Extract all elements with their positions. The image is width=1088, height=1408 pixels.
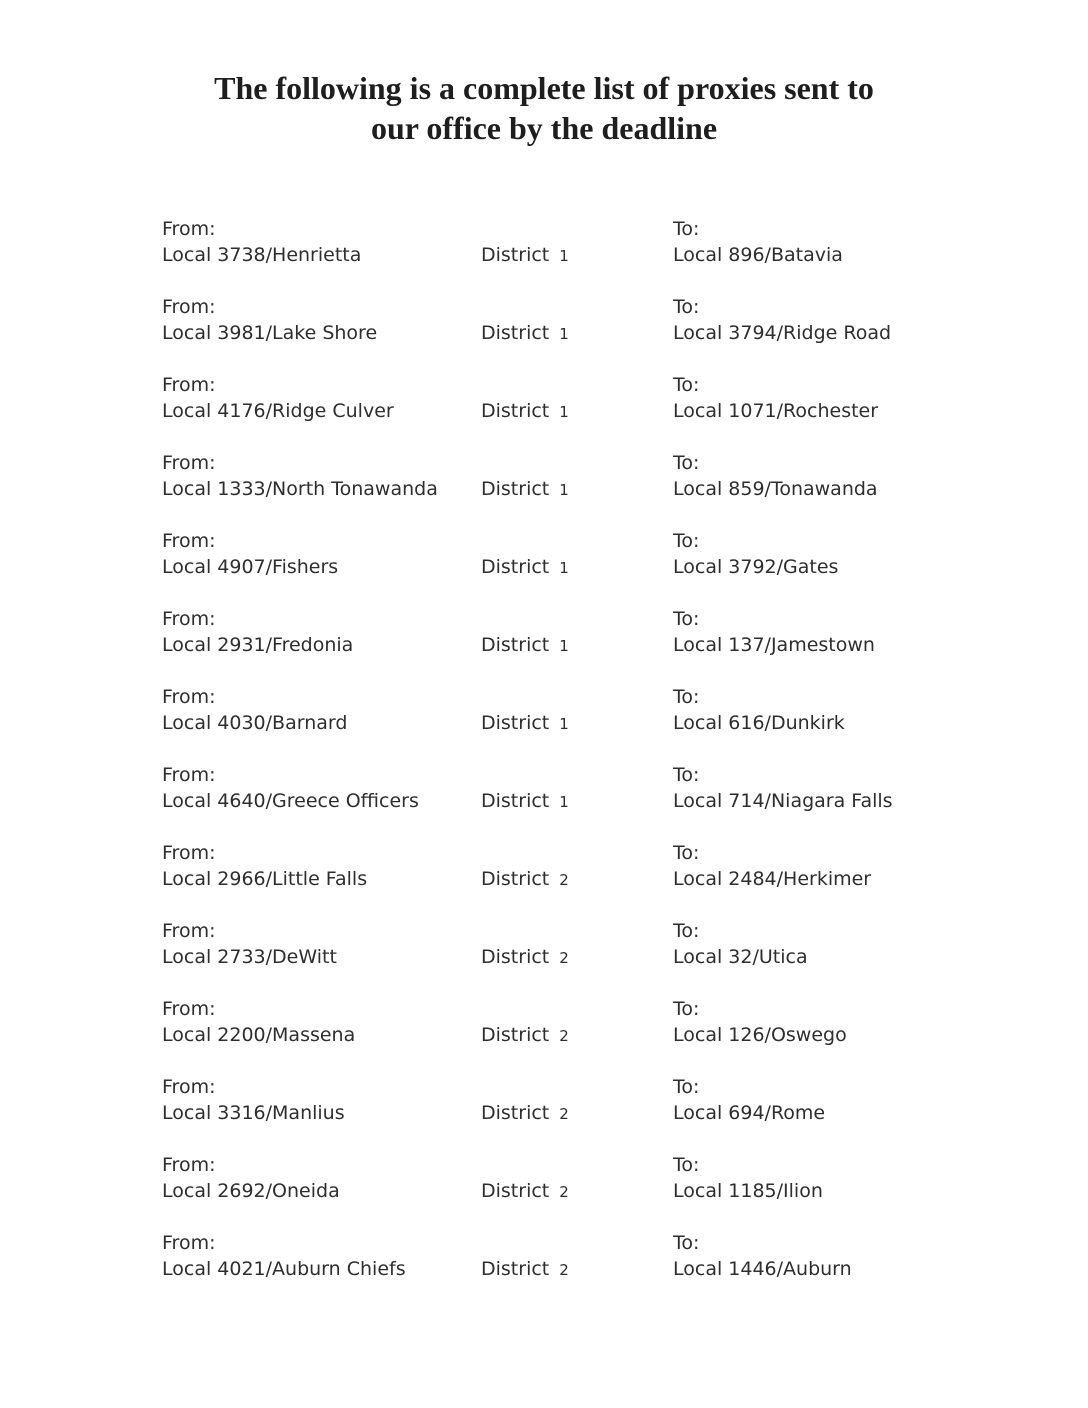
from-local: Local 4907/Fishers — [162, 556, 339, 578]
district-label — [481, 1024, 569, 1046]
district-word: District — [481, 1258, 550, 1280]
proxy-entry — [0, 686, 1088, 764]
district-number: 2 — [559, 1105, 569, 1123]
to-label: To: — [673, 920, 700, 942]
from-label: From: — [162, 530, 216, 552]
from-local: Local 2200/Massena — [162, 1024, 356, 1046]
proxy-entry — [0, 764, 1088, 842]
district-word: District — [481, 400, 550, 422]
to-label: To: — [673, 530, 700, 552]
district-number: 1 — [559, 793, 569, 811]
to-local: Local 32/Utica — [673, 946, 808, 968]
district-word: District — [481, 946, 550, 968]
district-word: District — [481, 868, 550, 890]
district-word: District — [481, 1180, 550, 1202]
from-local: Local 2931/Fredonia — [162, 634, 354, 656]
district-word: District — [481, 634, 550, 656]
to-local: Local 3792/Gates — [673, 556, 839, 578]
from-local: Local 2692/Oneida — [162, 1180, 340, 1202]
to-local: Local 2484/Herkimer — [673, 868, 872, 890]
proxy-entry — [0, 608, 1088, 686]
district-label — [481, 712, 569, 734]
district-word: District — [481, 556, 550, 578]
to-local: Local 3794/Ridge Road — [673, 322, 892, 344]
district-label — [481, 1102, 569, 1124]
from-label: From: — [162, 218, 216, 240]
to-label: To: — [673, 452, 700, 474]
district-label — [481, 244, 569, 266]
proxy-entry — [0, 530, 1088, 608]
to-local: Local 616/Dunkirk — [673, 712, 845, 734]
district-number: 1 — [559, 403, 569, 421]
from-local: Local 4030/Barnard — [162, 712, 348, 734]
to-label: To: — [673, 842, 700, 864]
page-title-line-2: our office by the deadline — [370, 110, 718, 146]
district-number: 2 — [559, 1261, 569, 1279]
district-label — [481, 1258, 569, 1280]
from-label: From: — [162, 1076, 216, 1098]
district-number: 1 — [559, 481, 569, 499]
from-local: Local 4640/Greece Officers — [162, 790, 419, 812]
to-local: Local 137/Jamestown — [673, 634, 875, 656]
to-label: To: — [673, 296, 700, 318]
district-number: 2 — [559, 871, 569, 889]
district-number: 2 — [559, 1183, 569, 1201]
district-label — [481, 400, 569, 422]
to-local: Local 694/Rome — [673, 1102, 826, 1124]
district-label — [481, 1180, 569, 1202]
district-label — [481, 556, 569, 578]
district-number: 1 — [559, 637, 569, 655]
to-local: Local 896/Batavia — [673, 244, 843, 266]
district-word: District — [481, 244, 550, 266]
from-label: From: — [162, 452, 216, 474]
from-local: Local 4176/Ridge Culver — [162, 400, 394, 422]
from-local: Local 4021/Auburn Chiefs — [162, 1258, 406, 1280]
proxy-entry — [0, 842, 1088, 920]
from-label: From: — [162, 608, 216, 630]
to-label: To: — [673, 764, 700, 786]
from-label: From: — [162, 374, 216, 396]
proxy-entry — [0, 920, 1088, 998]
to-label: To: — [673, 1154, 700, 1176]
from-local: Local 2733/DeWitt — [162, 946, 337, 968]
district-word: District — [481, 1102, 550, 1124]
district-label — [481, 790, 569, 812]
from-label: From: — [162, 296, 216, 318]
proxy-entry — [0, 998, 1088, 1076]
proxy-entry — [0, 218, 1088, 296]
to-local: Local 714/Niagara Falls — [673, 790, 893, 812]
district-label — [481, 946, 569, 968]
district-number: 2 — [559, 949, 569, 967]
district-word: District — [481, 712, 550, 734]
to-label: To: — [673, 608, 700, 630]
proxy-entry — [0, 374, 1088, 452]
to-local: Local 859/Tonawanda — [673, 478, 878, 500]
district-number: 2 — [559, 1027, 569, 1045]
to-label: To: — [673, 1232, 700, 1254]
to-local: Local 1071/Rochester — [673, 400, 879, 422]
from-label: From: — [162, 920, 216, 942]
to-local: Local 1446/Auburn — [673, 1258, 852, 1280]
district-label — [481, 634, 569, 656]
to-label: To: — [673, 374, 700, 396]
page-title-line-1: The following is a complete list of proxies sent to — [214, 70, 874, 106]
district-word: District — [481, 1024, 550, 1046]
district-word: District — [481, 790, 550, 812]
proxy-entry — [0, 296, 1088, 374]
from-label: From: — [162, 842, 216, 864]
proxy-entry — [0, 1232, 1088, 1310]
to-local: Local 126/Oswego — [673, 1024, 847, 1046]
to-label: To: — [673, 1076, 700, 1098]
district-number: 1 — [559, 247, 569, 265]
from-local: Local 1333/North Tonawanda — [162, 478, 438, 500]
district-word: District — [481, 322, 550, 344]
from-label: From: — [162, 764, 216, 786]
district-number: 1 — [559, 325, 569, 343]
from-label: From: — [162, 686, 216, 708]
from-local: Local 3738/Henrietta — [162, 244, 362, 266]
to-label: To: — [673, 998, 700, 1020]
from-label: From: — [162, 1232, 216, 1254]
to-label: To: — [673, 686, 700, 708]
page-title — [0, 68, 1088, 148]
from-label: From: — [162, 998, 216, 1020]
proxy-list — [0, 218, 1088, 1310]
district-label — [481, 478, 569, 500]
from-label: From: — [162, 1154, 216, 1176]
district-label — [481, 322, 569, 344]
proxy-entry — [0, 452, 1088, 530]
proxy-entry — [0, 1076, 1088, 1154]
district-word: District — [481, 478, 550, 500]
from-local: Local 3981/Lake Shore — [162, 322, 378, 344]
district-number: 1 — [559, 559, 569, 577]
to-local: Local 1185/Ilion — [673, 1180, 823, 1202]
proxy-entry — [0, 1154, 1088, 1232]
to-label: To: — [673, 218, 700, 240]
from-local: Local 2966/Little Falls — [162, 868, 368, 890]
from-local: Local 3316/Manlius — [162, 1102, 345, 1124]
district-number: 1 — [559, 715, 569, 733]
district-label — [481, 868, 569, 890]
